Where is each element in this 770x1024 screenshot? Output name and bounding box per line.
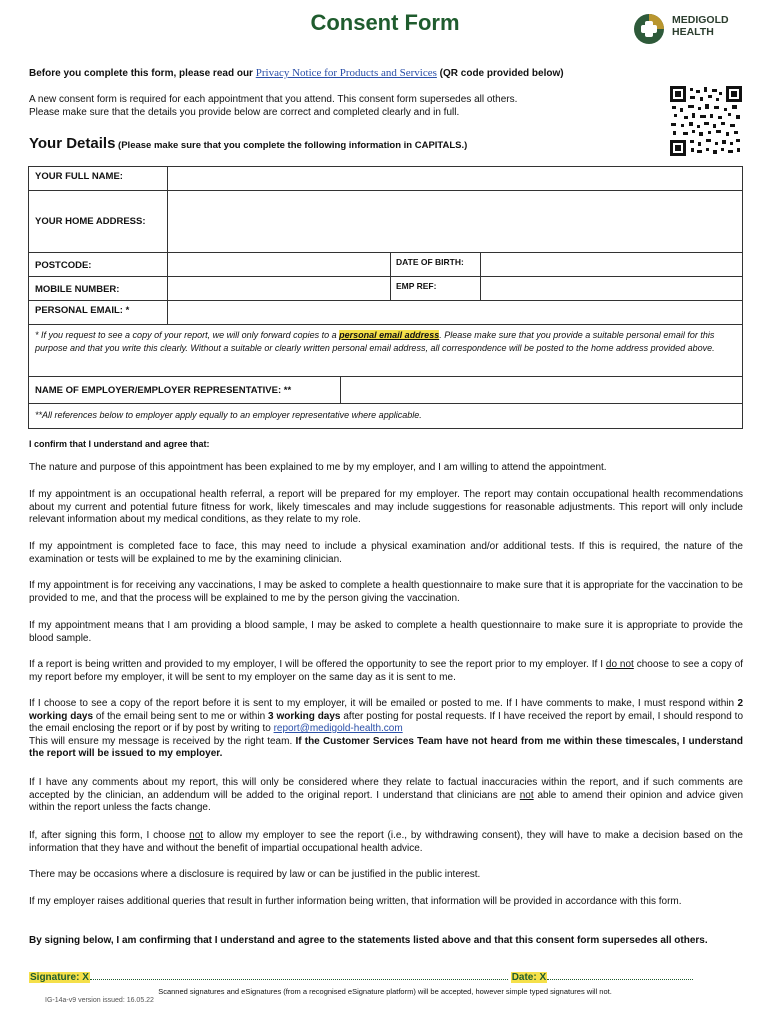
full-name-row xyxy=(29,167,742,191)
intro-line2: Please make sure that the details you provide below are correct and completed clearly and in full. xyxy=(29,107,460,118)
confirm-p7: If I choose to see a copy of the report before it is sent to my employer, it will be emailed or posted to me. If I have comments to make, I must respond within 2 working days of the email being sent to me or within 3 working days after posting for postal requests. If I have received the report by email, I should respond to the email enclosing the report or if by post by writing to report@medigold-health.com This will ensure my message is received by the right team. If the Customer Services Team have not heard from me within these timescales, I understand the report will be issued to my employer. xyxy=(29,698,744,759)
logo-line2: HEALTH xyxy=(672,26,714,38)
emp-ref-label: EMP REF: xyxy=(396,281,437,291)
full-name-field[interactable] xyxy=(168,167,742,190)
email-note-row xyxy=(29,325,742,377)
confirm-p1: The nature and purpose of this appointment has been explained to me by my employer, and I am willing to attend the appointment. xyxy=(29,462,607,473)
notice-after: (QR code provided below) xyxy=(436,68,564,79)
full-name-label: YOUR FULL NAME: xyxy=(35,171,123,182)
employer-field[interactable] xyxy=(341,377,742,403)
postcode-field[interactable] xyxy=(168,253,390,276)
date-field[interactable] xyxy=(547,979,693,980)
email-label: PERSONAL EMAIL: * xyxy=(35,305,130,316)
home-address-field[interactable] xyxy=(168,191,742,252)
scanned-signature-note: Scanned signatures and eSignatures (from a recognised eSignature platform) will be accepted, however simple typed signatures will not. xyxy=(158,987,612,996)
logo-line1: MEDIGOLD xyxy=(672,14,729,26)
confirm-heading: I confirm that I understand and agree that: xyxy=(29,439,210,449)
your-details-heading xyxy=(29,135,467,153)
postcode-row xyxy=(29,253,742,277)
email-row xyxy=(29,301,742,325)
page-title: Consent Form xyxy=(310,10,460,35)
confirm-p11: If my employer raises additional queries that result in further information being written, that information will be provided in accordance with this form. xyxy=(29,896,682,907)
confirm-p8: If I have any comments about my report, this will only be considered where they relate to factual inaccuracies within the report, and if such comments are accepted by the clinician, an addendum will be added to the original report. I understand that clinicians are not able to amend their opinion and advice given within the report unless the facts change. xyxy=(29,777,744,813)
confirm-p2: If my appointment is an occupational health referral, a report will be prepared for my employer. The report may contain occupational health recommendations about my current and potential future fitness for work, likely timescales and may include suggestions for reasonable adjustments. This report will only include relevant information about my medical conditions, as they relate to my role. xyxy=(29,489,743,525)
employer-row xyxy=(29,377,742,404)
dob-field[interactable] xyxy=(481,253,742,276)
confirm-p3: If my appointment is completed face to face, this may need to include a physical examination and/or additional tests. If this is required, the nature of the examination or tests will be explained to me by the examining clinician. xyxy=(29,541,743,565)
medigold-logo xyxy=(632,12,742,46)
mobile-field[interactable] xyxy=(168,277,390,300)
employer-label: NAME OF EMPLOYER/EMPLOYER REPRESENTATIVE: ** xyxy=(35,385,292,396)
employer-note: **All references below to employer apply equally to an employer representative where applicable. xyxy=(35,410,422,420)
mobile-label: MOBILE NUMBER: xyxy=(35,284,120,295)
confirm-p9: If, after signing this form, I choose not to allow my employer to see the report (i.e., by withdrawing consent), they will have to make a decision based on the information that they have and without the benefit of impartial occupational health advice. xyxy=(29,830,743,854)
confirm-p12: By signing below, I am confirming that I understand and agree to the statements listed above and that this consent form supersedes all others. xyxy=(29,935,708,946)
report-email-link[interactable]: report@medigold-health.com xyxy=(273,723,403,734)
emp-ref-field[interactable] xyxy=(481,277,742,300)
confirm-p4: If my appointment is for receiving any vaccinations, I may be asked to complete a health questionnaire to make sure that it is appropriate for the vaccination to be provided to me, and that the process will be explained to me by the person giving the vaccination. xyxy=(29,580,743,604)
details-heading: Your Details xyxy=(29,135,116,152)
notice-before: Before you complete this form, please read our xyxy=(29,68,256,79)
date-label: Date: X xyxy=(511,972,547,983)
details-subheading: (Please make sure that you complete the following information in CAPITALS.) xyxy=(115,140,468,151)
signature-label: Signature: X xyxy=(30,972,89,983)
version-label: IG-14a-v9 version issued: 16.05.22 xyxy=(45,997,154,1004)
intro-text xyxy=(29,93,629,119)
home-address-label: YOUR HOME ADDRESS: xyxy=(35,216,146,227)
mobile-row xyxy=(29,277,742,301)
email-field[interactable] xyxy=(168,301,742,324)
privacy-notice-line xyxy=(29,67,564,79)
postcode-label: POSTCODE: xyxy=(35,260,92,271)
home-address-row xyxy=(29,191,742,253)
dob-label: DATE OF BIRTH: xyxy=(396,257,464,267)
email-note: * If you request to see a copy of your report, we will only forward copies to a personal email address. Please make sure that you provide a suitable personal email for this purpose and that you write this clearly. Without a suitable or clearly written personal email address, all correspondence will be posted to the home address provided above. xyxy=(35,330,715,353)
qr-code-icon[interactable] xyxy=(670,86,742,156)
details-form xyxy=(28,166,743,429)
intro-line1: A new consent form is required for each appointment that you attend. This consent form supersedes all others. xyxy=(29,94,518,105)
confirm-p10: There may be occasions where a disclosure is required by law or can be justified in the public interest. xyxy=(29,869,481,880)
employer-note-row xyxy=(29,404,742,428)
signature-field[interactable] xyxy=(90,979,508,980)
confirm-p5: If my appointment means that I am providing a blood sample, I may be asked to complete a health questionnaire to make sure it is appropriate to provide the blood sample. xyxy=(29,620,743,644)
medigold-logo-icon xyxy=(632,12,666,46)
confirm-p6: If a report is being written and provided to my employer, I will be offered the opportunity to see the report prior to my employer. If I do not choose to see a copy of my report before my employer, it will be sent to my employer on the same day as it is sent to me. xyxy=(29,659,743,683)
signature-line xyxy=(29,972,693,983)
personal-email-highlight: personal email address xyxy=(339,330,440,340)
privacy-notice-link[interactable]: Privacy Notice for Products and Services xyxy=(255,67,437,79)
